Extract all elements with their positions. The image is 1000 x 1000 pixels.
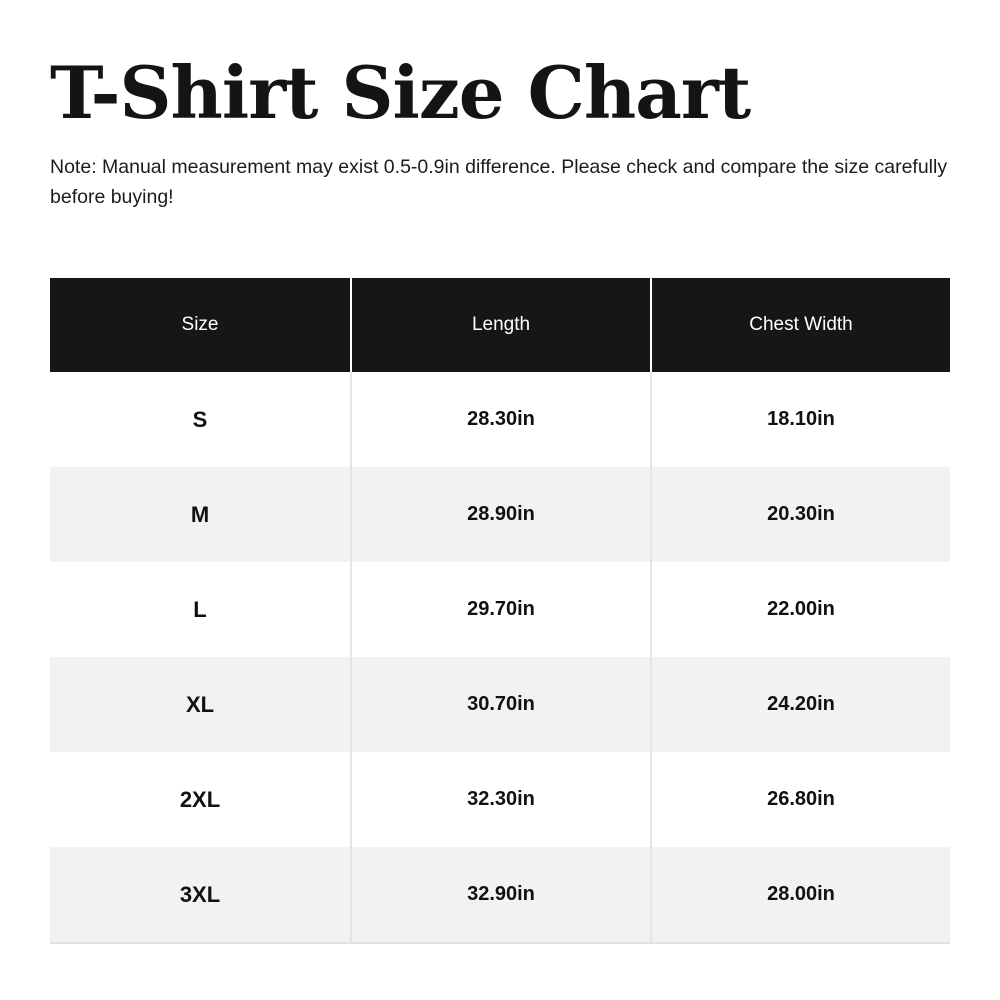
cell-length: 32.90in	[350, 847, 650, 942]
column-header: Size	[50, 278, 350, 372]
cell-size: S	[50, 372, 350, 467]
table-row	[50, 372, 950, 467]
size-table-head	[50, 278, 950, 372]
page-title: T-Shirt Size Chart	[50, 50, 751, 135]
cell-length: 32.30in	[350, 752, 650, 847]
cell-chest_width: 28.00in	[650, 847, 950, 942]
size-chart-page	[50, 0, 950, 944]
size-table-body	[50, 372, 950, 942]
size-table-header-row	[50, 278, 950, 372]
table-row	[50, 752, 950, 847]
column-header: Chest Width	[650, 278, 950, 372]
cell-length: 30.70in	[350, 657, 650, 752]
table-row	[50, 657, 950, 752]
cell-length: 28.30in	[350, 372, 650, 467]
cell-size: L	[50, 562, 350, 657]
cell-size: M	[50, 467, 350, 562]
cell-chest_width: 22.00in	[650, 562, 950, 657]
column-header: Length	[350, 278, 650, 372]
cell-chest_width: 18.10in	[650, 372, 950, 467]
table-row	[50, 467, 950, 562]
cell-length: 29.70in	[350, 562, 650, 657]
table-row	[50, 562, 950, 657]
cell-chest_width: 26.80in	[650, 752, 950, 847]
cell-size: 2XL	[50, 752, 350, 847]
cell-size: 3XL	[50, 847, 350, 942]
measurement-note: Note: Manual measurement may exist 0.5-0.9in difference. Please check and compare the size carefully before buying!	[50, 156, 948, 208]
cell-chest_width: 20.30in	[650, 467, 950, 562]
size-chart-table	[50, 278, 950, 944]
cell-chest_width: 24.20in	[650, 657, 950, 752]
cell-size: XL	[50, 657, 350, 752]
cell-length: 28.90in	[350, 467, 650, 562]
table-row	[50, 847, 950, 942]
